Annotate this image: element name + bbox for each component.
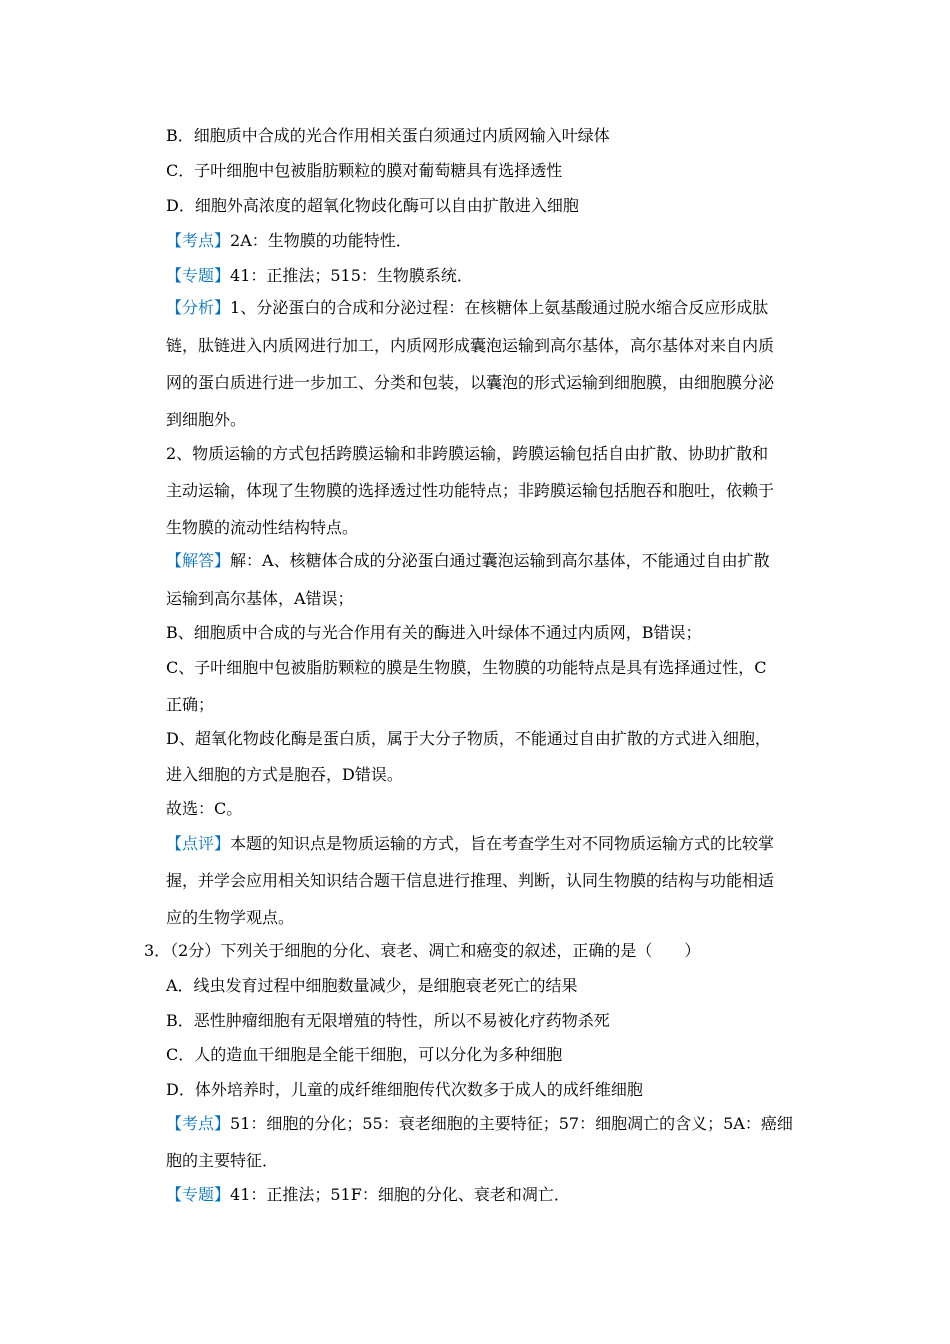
q3-zhuanti — [166, 1185, 570, 1205]
dianping-tag: 【点评】 — [166, 834, 231, 853]
q2-fenxi-line-4: 到细胞外。 — [166, 410, 247, 429]
q2-dianping-line-1 — [166, 834, 774, 854]
jieda-tag: 【解答】 — [166, 551, 231, 570]
q3-zhuanti-tag: 【专题】 — [166, 1185, 231, 1204]
zhuanti-tag: 【专题】 — [166, 266, 231, 285]
q2-fenxi-line-7: 生物膜的流动性结构特点。 — [166, 518, 359, 537]
q3-option-b: B．恶性肿瘤细胞有无限增殖的特性，所以不易被化疗药物杀死 — [166, 1011, 610, 1030]
q3-option-a: A．线虫发育过程中细胞数量减少，是细胞衰老死亡的结果 — [166, 976, 578, 995]
q2-jieda-line-3: B、细胞质中合成的与光合作用有关的酶进入叶绿体不通过内质网，B错误； — [166, 623, 702, 642]
q2-option-d: D．细胞外高浓度的超氧化物歧化酶可以自由扩散进入细胞 — [166, 196, 579, 215]
jieda-text: 解：A、核糖体合成的分泌蛋白通过囊泡运输到高尔基体，不能通过自由扩散 — [230, 551, 770, 570]
q3-kaodian-tag: 【考点】 — [166, 1114, 231, 1133]
q3-kaodian-line-1 — [166, 1114, 793, 1134]
fenxi-tag: 【分析】 — [166, 298, 231, 317]
q2-jieda-line-4: C、子叶细胞中包被脂肪颗粒的膜是生物膜，生物膜的功能特点是具有选择通过性，C — [166, 658, 767, 677]
q2-dianping-line-3: 应的生物学观点。 — [166, 908, 295, 927]
q2-option-c: C．子叶细胞中包被脂肪颗粒的膜对葡萄糖具有选择透性 — [166, 161, 563, 180]
q2-jieda-line-6: D、超氧化物歧化酶是蛋白质，属于大分子物质，不能通过自由扩散的方式进入细胞， — [166, 729, 771, 748]
q3-option-c: C．人的造血干细胞是全能干细胞，可以分化为多种细胞 — [166, 1045, 563, 1064]
q2-dianping-line-2: 握，并学会应用相关知识结合题干信息进行推理、判断，认同生物膜的结构与功能相适 — [166, 871, 775, 890]
q2-fenxi-line-2: 链，肽链进入内质网进行加工，内质网形成囊泡运输到高尔基体，高尔基体对来自内质 — [166, 336, 775, 355]
q3-option-d: D．体外培养时，儿童的成纤维细胞传代次数多于成人的成纤维细胞 — [166, 1080, 643, 1099]
q2-option-b: B．细胞质中合成的光合作用相关蛋白须通过内质网输入叶绿体 — [166, 126, 610, 145]
zhuanti-text: 41：正推法；515：生物膜系统． — [230, 266, 473, 285]
q2-jieda-line-2: 运输到高尔基体，A错误； — [166, 589, 354, 608]
dianping-text: 本题的知识点是物质运输的方式，旨在考查学生对不同物质运输方式的比较掌 — [230, 834, 775, 853]
q2-jieda-line-5: 正确； — [166, 695, 215, 714]
q2-fenxi-line-6: 主动运输，体现了生物膜的选择透过性功能特点；非跨膜运输包括胞吞和胞吐，依赖于 — [166, 481, 775, 500]
q2-jieda-line-7: 进入细胞的方式是胞吞，D错误。 — [166, 765, 403, 784]
q2-zhuanti — [166, 266, 473, 286]
q2-kaodian — [166, 231, 412, 251]
kaodian-tag: 【考点】 — [166, 231, 231, 250]
q3-stem: 3．（2分）下列关于细胞的分化、衰老、凋亡和癌变的叙述，正确的是（ ） — [144, 941, 701, 960]
q3-kaodian-text: 51：细胞的分化；55：衰老细胞的主要特征；57：细胞凋亡的含义；5A：癌细 — [230, 1114, 793, 1133]
q2-fenxi-line-5: 2、物质运输的方式包括跨膜运输和非跨膜运输，跨膜运输包括自由扩散、协助扩散和 — [166, 444, 769, 463]
q3-kaodian-line-2: 胞的主要特征． — [166, 1151, 279, 1170]
kaodian-text: 2A：生物膜的功能特性． — [230, 231, 412, 250]
q2-fenxi-line-1 — [166, 298, 768, 318]
fenxi-text: 1、分泌蛋白的合成和分泌过程：在核糖体上氨基酸通过脱水缩合反应形成肽 — [230, 298, 769, 317]
q2-jieda-line-8: 故选：C。 — [166, 799, 243, 818]
q3-zhuanti-text: 41：正推法；51F：细胞的分化、衰老和凋亡． — [230, 1185, 570, 1204]
q2-jieda-line-1 — [166, 551, 770, 571]
q2-fenxi-line-3: 网的蛋白质进行进一步加工、分类和包装，以囊泡的形式运输到细胞膜，由细胞膜分泌 — [166, 373, 775, 392]
